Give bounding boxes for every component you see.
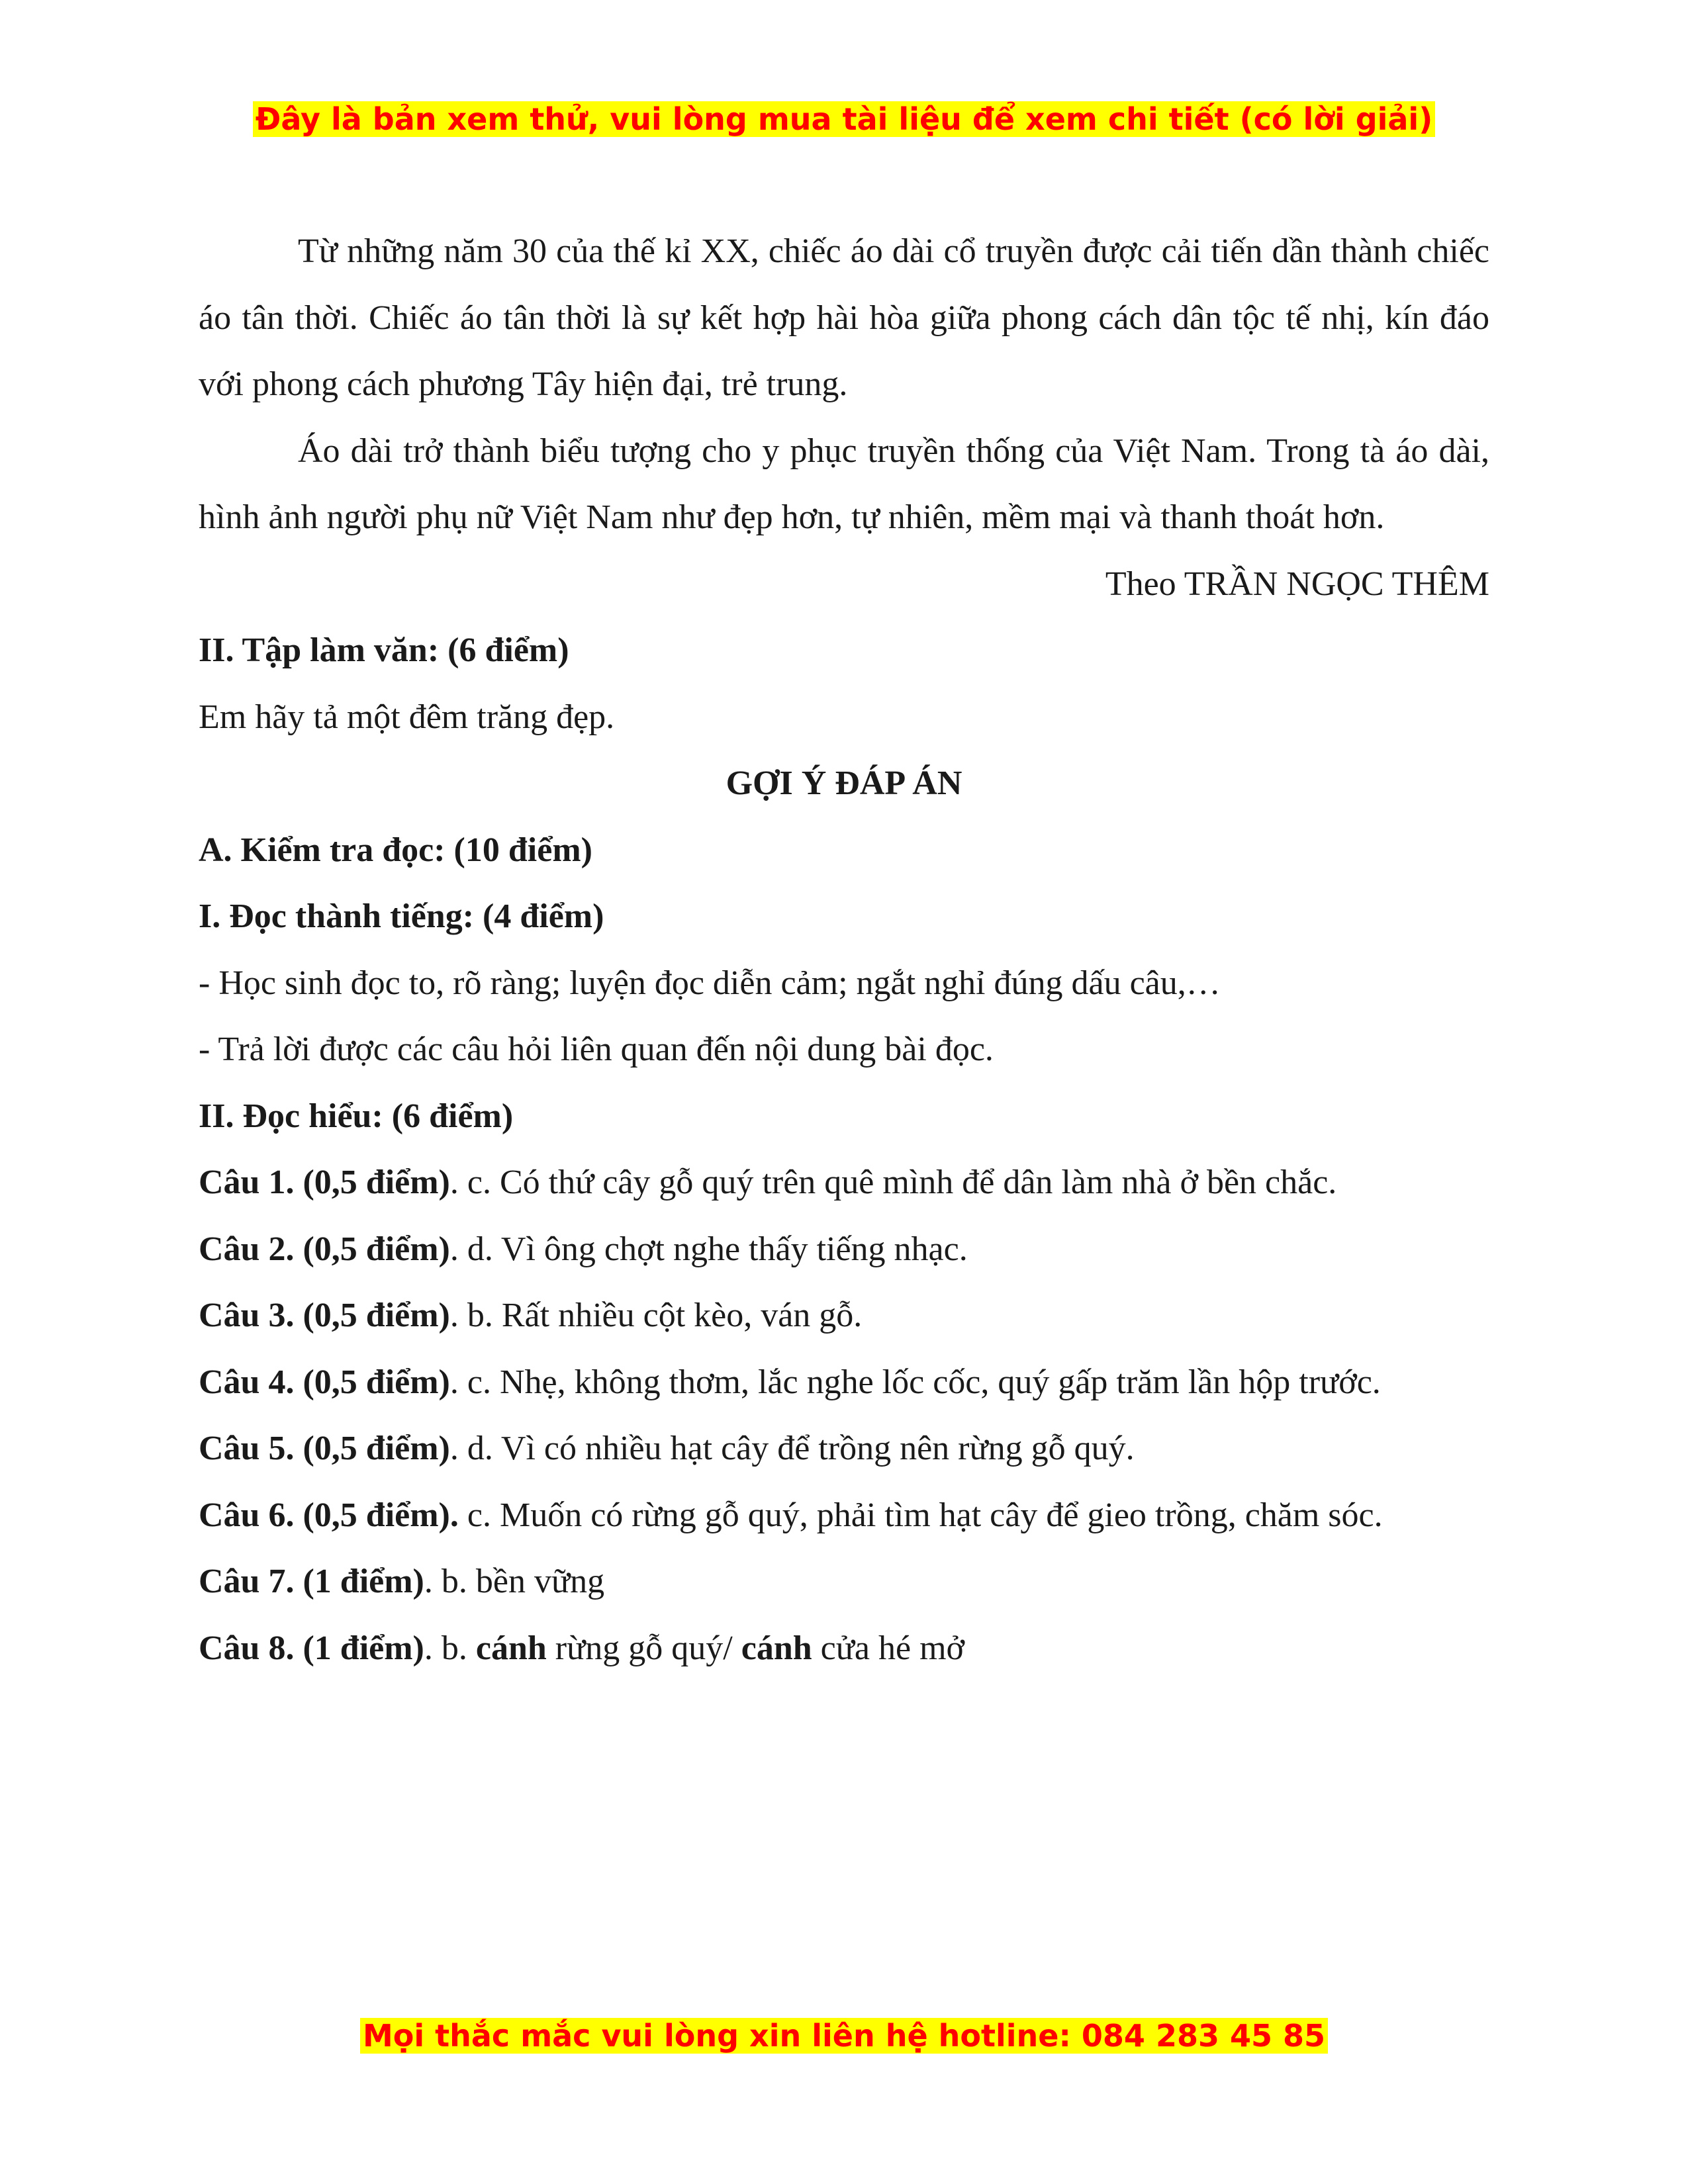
- keyword-canh: cánh: [475, 1629, 547, 1667]
- preview-notice-banner: [0, 98, 1688, 140]
- answer-label: Câu 5. (0,5 điểm): [199, 1430, 450, 1467]
- answer-label: Câu 7. (1 điểm): [199, 1563, 424, 1600]
- hotline-text: Mọi thắc mắc vui lòng xin liên hệ hotline: 084 283 45 85: [360, 2018, 1328, 2054]
- section-heading-doc-hieu: II. Đọc hiểu: (6 điểm): [199, 1097, 514, 1135]
- section-heading-doc-thanh-tieng: I. Đọc thành tiếng: (4 điểm): [199, 897, 604, 935]
- writing-prompt: Em hãy tả một đêm trăng đẹp.: [199, 698, 615, 736]
- answer-label: Câu 6. (0,5 điểm).: [199, 1496, 459, 1534]
- answer-label: Câu 1. (0,5 điểm): [199, 1163, 450, 1201]
- answer-label: Câu 3. (0,5 điểm): [199, 1297, 450, 1334]
- section-heading-kiem-tra-doc: A. Kiểm tra đọc: (10 điểm): [199, 831, 592, 869]
- answer-q1: Câu 1. (0,5 điểm). c. Có thứ cây gỗ quý trên quê mình để dân làm nhà ở bền chắc.: [199, 1163, 1337, 1201]
- keyword-canh: cánh: [741, 1629, 812, 1667]
- document-body: [199, 218, 1489, 1682]
- answer-key-title: GỢI Ý ĐÁP ÁN: [726, 764, 962, 802]
- answer-q7: Câu 7. (1 điểm). b. bền vững: [199, 1563, 605, 1600]
- answer-q3: Câu 3. (0,5 điểm). b. Rất nhiều cột kèo, ván gỗ.: [199, 1297, 863, 1334]
- answer-q2: Câu 2. (0,5 điểm). d. Vì ông chợt nghe thấy tiếng nhạc.: [199, 1230, 968, 1268]
- answer-label: Câu 8. (1 điểm): [199, 1629, 424, 1667]
- answer-q4: Câu 4. (0,5 điểm). c. Nhẹ, không thơm, lắc nghe lốc cốc, quý gấp trăm lần hộp trước.: [199, 1363, 1381, 1401]
- passage-source: Theo TRẦN NGỌC THÊM: [1105, 565, 1489, 603]
- answer-q5: Câu 5. (0,5 điểm). d. Vì có nhiều hạt cây để trồng nên rừng gỗ quý.: [199, 1430, 1135, 1467]
- hotline-banner: [0, 2015, 1688, 2057]
- answer-q8: Câu 8. (1 điểm). b. cánh rừng gỗ quý/ cánh cửa hé mở: [199, 1629, 965, 1667]
- passage-paragraph-1: Từ những năm 30 của thế kỉ XX, chiếc áo dài cổ truyền được cải tiến dần thành chiếc áo tân thời. Chiếc áo tân thời là sự kết hợp hài hòa giữa phong cách dân tộc tế nhị, kín đáo với phong cách phương Tây hiện đại, trẻ trung.: [199, 232, 1489, 403]
- reading-aloud-criterion-1: - Học sinh đọc to, rõ ràng; luyện đọc diễn cảm; ngắt nghỉ đúng dấu câu,…: [199, 964, 1221, 1002]
- answer-q6: Câu 6. (0,5 điểm). c. Muốn có rừng gỗ quý, phải tìm hạt cây để gieo trồng, chăm sóc.: [199, 1496, 1383, 1534]
- preview-notice-text: Đây là bản xem thử, vui lòng mua tài liệu để xem chi tiết (có lời giải): [253, 101, 1435, 137]
- reading-aloud-criterion-2: - Trả lời được các câu hỏi liên quan đến nội dung bài đọc.: [199, 1030, 994, 1068]
- answer-label: Câu 4. (0,5 điểm): [199, 1363, 450, 1401]
- passage-paragraph-2: Áo dài trở thành biểu tượng cho y phục truyền thống của Việt Nam. Trong tà áo dài, hình ảnh người phụ nữ Việt Nam như đẹp hơn, tự nhiên, mềm mại và thanh thoát hơn.: [199, 432, 1489, 536]
- answer-label: Câu 2. (0,5 điểm): [199, 1230, 450, 1268]
- section-heading-tap-lam-van: II. Tập làm văn: (6 điểm): [199, 631, 569, 669]
